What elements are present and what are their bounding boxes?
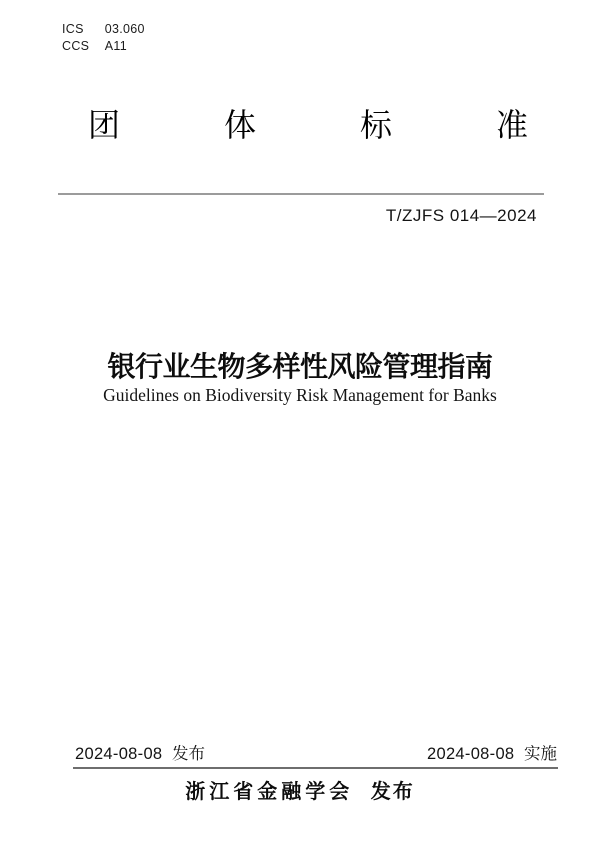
doc-type-char: 团 — [88, 107, 121, 143]
issue-date — [75, 744, 205, 764]
classification-codes — [62, 21, 145, 55]
dates-row — [75, 744, 557, 764]
doc-type-char: 标 — [359, 107, 392, 143]
ccs-code-label: CCS — [62, 39, 90, 53]
top-horizontal-rule — [58, 193, 544, 195]
doc-type-char: 体 — [223, 107, 256, 143]
publisher-line — [0, 779, 600, 805]
implementation-date — [427, 744, 557, 764]
ics-code-label: ICS — [62, 22, 84, 36]
issue-date-value: 2024-08-08 — [75, 745, 163, 763]
ics-code-value: 03.060 — [104, 22, 145, 36]
issue-date-label: 发布 — [172, 745, 205, 763]
publish-verb: 发布 — [370, 781, 415, 803]
standard-number: T/ZJFS 014—2024 — [385, 206, 537, 225]
doc-type-heading — [88, 106, 528, 144]
doc-type-char: 准 — [495, 107, 528, 143]
publisher-name: 浙江省金融学会 — [185, 781, 354, 803]
bottom-horizontal-rule — [73, 767, 558, 769]
implementation-date-value: 2024-08-08 — [427, 745, 515, 763]
document-title-zh: 银行业生物多样性风险管理指南 — [107, 351, 493, 382]
ccs-code-value: A11 — [104, 39, 127, 53]
ics-code-row — [62, 21, 145, 38]
ccs-code-row — [62, 38, 145, 55]
implementation-date-label: 实施 — [524, 745, 557, 763]
document-title-en: Guidelines on Biodiversity Risk Management for Banks — [103, 385, 497, 405]
